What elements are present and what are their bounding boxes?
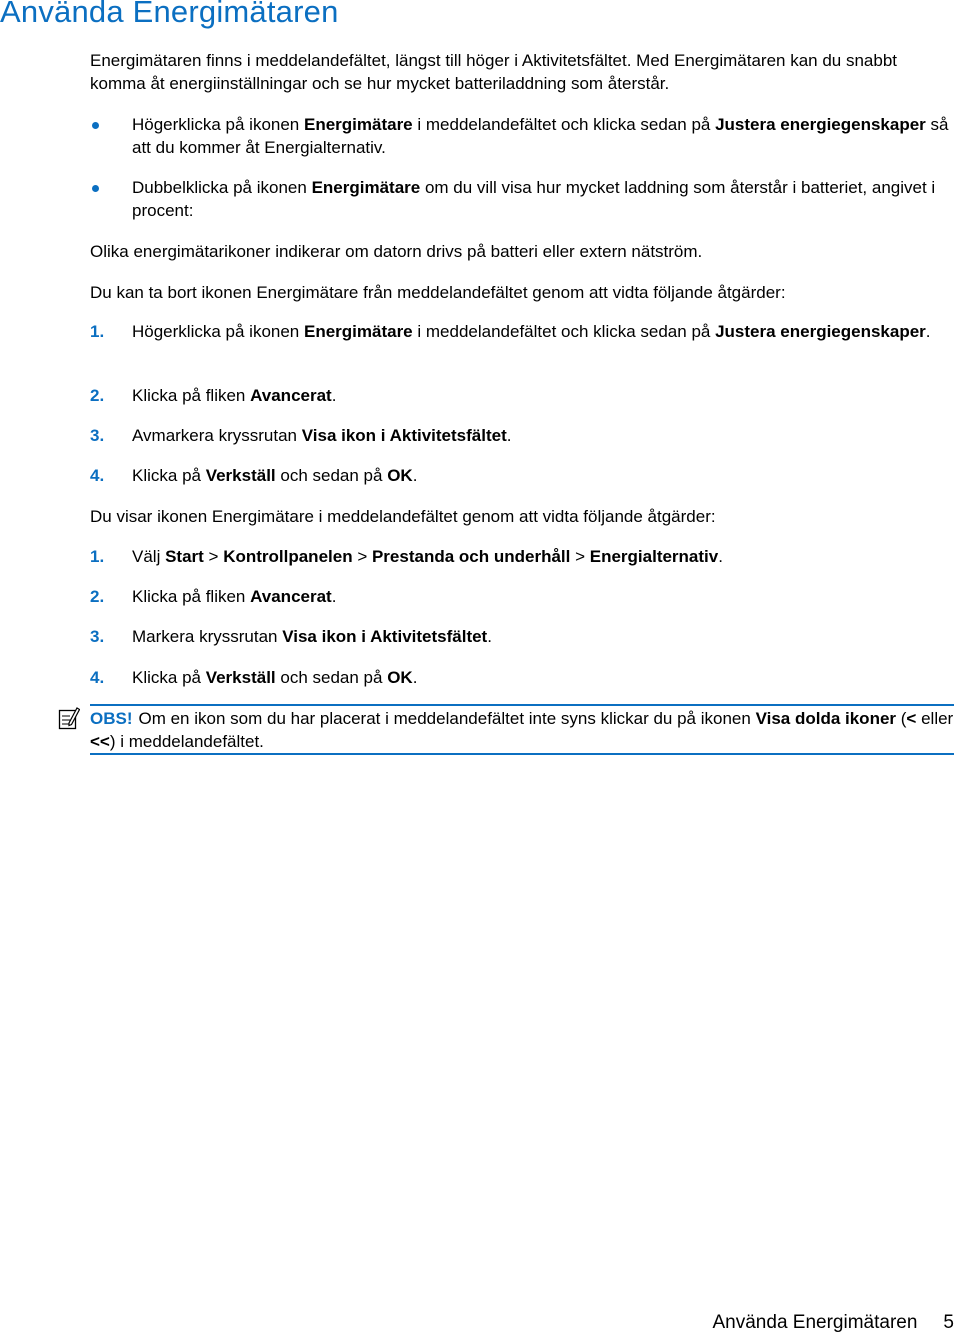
step-item: Klicka på Verkställ och sedan på OK. xyxy=(132,466,418,485)
step-number: 3. xyxy=(90,426,105,445)
step-number: 4. xyxy=(90,668,105,687)
intro-paragraph: Energimätaren finns i meddelandefältet, längst till höger i Aktivitetsfältet. Med Energimätaren kan du snabbt komma åt energiinställningar och se hur mycket batteriladdning som återstår. xyxy=(90,51,898,93)
step-item: Markera kryssrutan Visa ikon i Aktivitetsfältet. xyxy=(132,627,492,646)
page-title: Använda Energimätaren xyxy=(0,0,339,29)
step-item: Klicka på fliken Avancerat. xyxy=(132,386,337,405)
page-footer xyxy=(713,1312,955,1334)
footer-title: Använda Energimätaren xyxy=(712,1312,918,1333)
step-number: 3. xyxy=(90,627,105,646)
note-top-rule xyxy=(90,704,954,706)
note-text: OBS! Om en ikon som du har placerat i meddelandefältet inte syns klickar du på ikonen Visa dolda ikoner (< eller <<) i meddelandefältet. xyxy=(90,709,954,751)
page-number: 5 xyxy=(943,1312,954,1333)
step-item: Avmarkera kryssrutan Visa ikon i Aktivitetsfältet. xyxy=(132,426,512,445)
bullet-item: Dubbelklicka på ikonen Energimätare om du vill visa hur mycket laddning som återstår i batteriet, angivet i procent: xyxy=(132,178,936,220)
step-number: 2. xyxy=(90,386,105,405)
step-number: 2. xyxy=(90,587,105,606)
step-number: 1. xyxy=(90,322,105,341)
note-label: OBS! xyxy=(90,709,133,728)
note-pencil-icon xyxy=(58,706,80,730)
note-bottom-rule xyxy=(90,753,954,755)
show-intro: Du visar ikonen Energimätare i meddelandefältet genom att vidta följande åtgärder: xyxy=(90,507,716,526)
step-number: 4. xyxy=(90,466,105,485)
step-item: Klicka på Verkställ och sedan på OK. xyxy=(132,668,418,687)
bullet-icon xyxy=(92,122,99,129)
step-number: 1. xyxy=(90,547,105,566)
icons-paragraph: Olika energimätarikoner indikerar om datorn drivs på batteri eller extern nätström. xyxy=(90,242,703,261)
bullet-icon xyxy=(92,185,99,192)
step-item: Välj Start > Kontrollpanelen > Prestanda och underhåll > Energialternativ. xyxy=(132,547,723,566)
step-item: Högerklicka på ikonen Energimätare i meddelandefältet och klicka sedan på Justera energiegenskaper. xyxy=(132,322,931,341)
step-item: Klicka på fliken Avancerat. xyxy=(132,587,337,606)
bullet-item: Högerklicka på ikonen Energimätare i meddelandefältet och klicka sedan på Justera energiegenskaper så att du kommer åt Energialternativ. xyxy=(132,115,949,157)
remove-intro: Du kan ta bort ikonen Energimätare från meddelandefältet genom att vidta följande åtgärder: xyxy=(90,283,786,302)
